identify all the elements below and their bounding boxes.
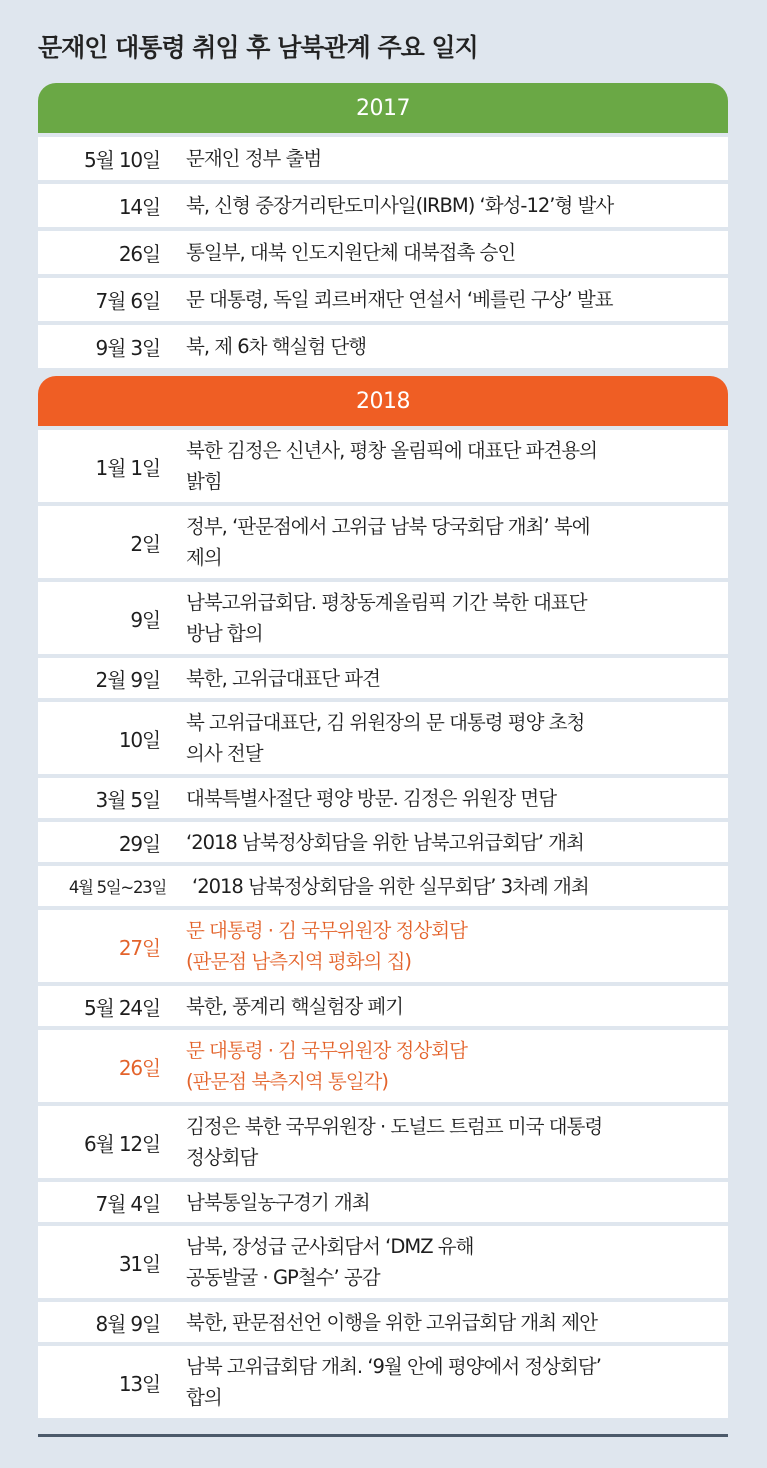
timeline-row <box>38 778 728 818</box>
event-line: 문재인 정부 출범 <box>186 147 322 170</box>
event-line: 밝힘 <box>186 470 222 493</box>
event-line: 남북통일농구경기 개최 <box>186 1190 370 1214</box>
event-date: 2월 9일 <box>95 667 160 692</box>
event-line: (판문점 북측지역 통일각) <box>186 1070 388 1093</box>
event-line: 김정은 북한 국무위원장 · 도널드 트럼프 미국 대통령 <box>186 1115 603 1138</box>
event-description <box>186 1035 721 1097</box>
timeline-row <box>38 325 728 368</box>
event-line: 북한, 풍계리 핵실험장 폐기 <box>186 994 404 1018</box>
event-description <box>186 1111 721 1173</box>
timeline-2018 <box>38 430 728 1422</box>
event-line: 북, 제 6차 핵실험 단행 <box>186 335 367 358</box>
event-description <box>186 783 721 814</box>
event-description <box>186 511 721 573</box>
timeline-row <box>38 866 728 906</box>
event-line: 문 대통령, 독일 쾨르버재단 연설서 ‘베를린 구상’ 발표 <box>186 288 613 311</box>
timeline-row <box>38 1302 728 1342</box>
event-description <box>186 1187 721 1218</box>
event-line: 남북 고위급회담 개최. ‘9월 안에 평양에서 정상회담’ <box>186 1355 601 1378</box>
event-description <box>192 871 727 902</box>
timeline-row <box>38 582 728 654</box>
year-header-2017: 2017 <box>38 83 728 133</box>
event-date: 14일 <box>118 195 160 219</box>
event-date: 29일 <box>118 831 160 856</box>
event-line: 방남 합의 <box>186 622 263 645</box>
event-line: 남북고위급회담. 평창동계올림픽 기간 북한 대표단 <box>186 591 587 614</box>
event-line: 문 대통령 · 김 국무위원장 정상회담 <box>186 919 467 942</box>
event-date: 7월 4일 <box>95 1191 160 1216</box>
timeline-row <box>38 1182 728 1222</box>
event-line: 북한 김정은 신년사, 평창 올림픽에 대표단 파견용의 <box>186 439 597 462</box>
event-description <box>186 587 721 649</box>
event-line: 대북특별사절단 평양 방문. 김정은 위원장 면담 <box>186 786 557 810</box>
event-line: 북, 신형 중장거리탄도미사일(IRBM) ‘화성-12’형 발사 <box>186 194 614 217</box>
event-date: 4월 5일~23일 <box>68 878 166 897</box>
timeline-row <box>38 430 728 502</box>
timeline-row <box>38 137 728 180</box>
event-date: 13일 <box>118 1371 160 1396</box>
event-line: 합의 <box>186 1386 222 1409</box>
event-date: 9일 <box>130 607 160 632</box>
event-line: 정상회담 <box>186 1146 258 1169</box>
event-description <box>186 435 721 497</box>
event-date: 10일 <box>118 727 160 752</box>
timeline-row <box>38 278 728 321</box>
event-line: ‘2018 남북정상회담을 위한 실무회담’ 3차례 개최 <box>192 874 589 898</box>
event-date: 26일 <box>118 1055 160 1080</box>
timeline-row <box>38 986 728 1026</box>
event-line: ‘2018 남북정상회담을 위한 남북고위급회담’ 개최 <box>186 830 584 854</box>
event-line: 문 대통령 · 김 국무위원장 정상회담 <box>186 1039 467 1062</box>
event-date: 6월 12일 <box>84 1131 160 1156</box>
timeline-row <box>38 822 728 862</box>
event-description <box>186 1231 721 1293</box>
event-line: 남북, 장성급 군사회담서 ‘DMZ 유해 <box>186 1235 474 1258</box>
event-date: 5월 10일 <box>84 148 160 172</box>
event-date: 8월 9일 <box>95 1311 160 1336</box>
event-line: 북한, 고위급대표단 파견 <box>186 666 380 690</box>
event-description <box>186 991 721 1022</box>
bottom-divider <box>38 1434 728 1437</box>
timeline-row <box>38 910 728 982</box>
event-date: 2일 <box>130 531 160 556</box>
event-description <box>186 331 721 362</box>
event-description <box>186 284 721 315</box>
timeline-row <box>38 1106 728 1178</box>
event-line: 공동발굴 · GP철수’ 공감 <box>186 1266 380 1289</box>
event-date: 26일 <box>118 242 160 266</box>
event-line: 제의 <box>186 546 222 569</box>
event-description <box>186 915 721 977</box>
event-line: 북 고위급대표단, 김 위원장의 문 대통령 평양 초청 <box>186 711 585 734</box>
event-description <box>186 1307 721 1338</box>
timeline-row <box>38 702 728 774</box>
timeline-row <box>38 1030 728 1102</box>
event-line: 북한, 판문점선언 이행을 위한 고위급회담 개최 제안 <box>186 1310 597 1334</box>
timeline-row <box>38 658 728 698</box>
event-line: 정부, ‘판문점에서 고위급 남북 당국회담 개최’ 북에 <box>186 515 590 538</box>
event-line: 의사 전달 <box>186 742 263 765</box>
event-description <box>186 143 721 174</box>
event-date: 7월 6일 <box>95 289 160 313</box>
event-line: (판문점 남측지역 평화의 집) <box>186 950 412 973</box>
page-title: 문재인 대통령 취임 후 남북관계 주요 일지 <box>38 33 478 62</box>
event-description <box>186 707 721 769</box>
timeline-row <box>38 184 728 227</box>
event-date: 31일 <box>118 1251 160 1276</box>
year-header-2018: 2018 <box>38 376 728 426</box>
event-description <box>186 663 721 694</box>
event-description <box>186 237 721 268</box>
timeline-2017 <box>38 137 728 372</box>
timeline-row <box>38 1226 728 1298</box>
event-date: 9월 3일 <box>95 336 160 360</box>
event-line: 통일부, 대북 인도지원단체 대북접촉 승인 <box>186 241 516 264</box>
event-date: 1월 1일 <box>95 455 160 480</box>
event-description <box>186 190 721 221</box>
event-description <box>186 827 721 858</box>
timeline-row <box>38 231 728 274</box>
timeline-row <box>38 506 728 578</box>
event-description <box>186 1351 721 1413</box>
event-date: 5월 24일 <box>84 995 160 1020</box>
event-date: 27일 <box>118 935 160 960</box>
event-date: 3월 5일 <box>95 787 160 812</box>
timeline-row <box>38 1346 728 1418</box>
